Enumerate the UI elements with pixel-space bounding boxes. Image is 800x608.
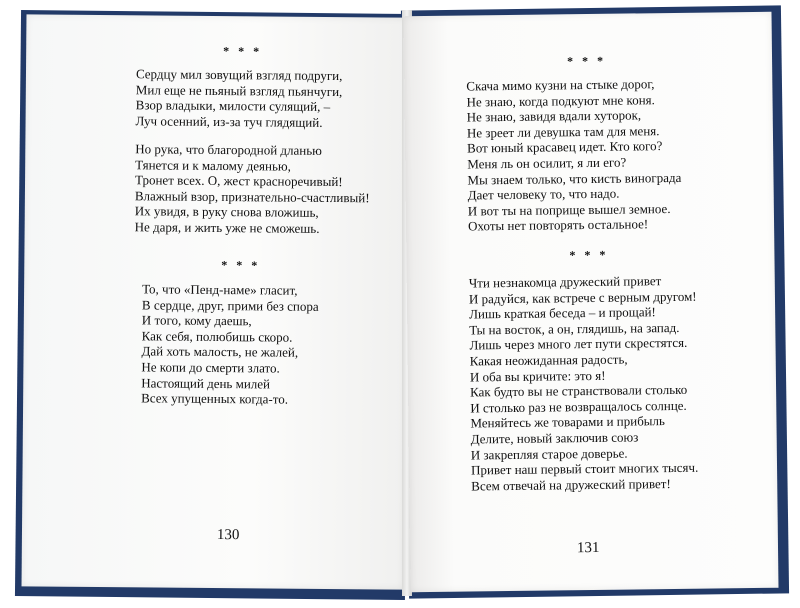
poem-stanza xyxy=(135,141,370,237)
poem-separator: * * * xyxy=(223,44,263,59)
poem-line: И того, кому даешь, xyxy=(141,312,252,329)
poem-line: Какая неожиданная радость, xyxy=(469,351,628,369)
poem-line: Ты на восток, а он, глядишь, на запад. xyxy=(469,319,680,338)
poem-stanza xyxy=(469,273,699,494)
poem-line: Дай хоть малость, не жалей, xyxy=(141,343,299,361)
poem-line: Настоящий день милей xyxy=(141,374,271,392)
poem-line: Не копи до смерти злато. xyxy=(141,359,280,376)
poem-line: Всем отвечай на дружеский привет! xyxy=(471,475,671,494)
poem-line: Меня ль он осилит, я ли его? xyxy=(467,154,627,172)
poem-line: Их увидя, в руку снова вложишь, xyxy=(134,203,319,221)
poem-line: Всех упущенных когда-то. xyxy=(141,390,289,407)
poem-line: Дает человеку то, что надо. xyxy=(467,185,620,203)
poem-separator: * * * xyxy=(569,247,609,263)
poem-line: И оба вы кричите: это я! xyxy=(469,367,606,385)
poem-line: Влажный взор, признательно-счастливый! xyxy=(134,188,370,206)
poem-line: То, что «Пенд-наме» гласит, xyxy=(142,281,298,298)
page-number: 131 xyxy=(576,539,600,557)
poem-line: И закрепляя старое доверье. xyxy=(470,445,628,463)
poem-line: И радуйся, как встрече с верным другом! xyxy=(468,288,697,307)
poem-line: Лишь краткая беседа – и прощай! xyxy=(469,304,656,322)
poem-line: Не даря, и жить уже не сможешь. xyxy=(134,219,320,236)
left-page xyxy=(22,14,409,589)
poem-separator: * * * xyxy=(221,258,261,273)
right-page xyxy=(403,12,778,592)
poem-line: Чти незнакомца дружеский привет xyxy=(468,273,662,291)
poem-line: Мил еще не пьяный взгляд пьянчуги, xyxy=(135,81,343,99)
poem-line: Как будто вы не странствовали столько xyxy=(470,381,688,400)
poem-line: Не знаю, завидя вдали хуторок, xyxy=(466,107,642,125)
poem-line: Вот юный красавец идет. Кто кого? xyxy=(467,138,663,156)
poem-line: Лишь через много лет пути скрестятся. xyxy=(469,335,688,353)
poem-line: Как себя, полюбишь скоро. xyxy=(141,328,293,345)
poem-line: И столько раз не возвращалось солнце. xyxy=(470,397,687,416)
poem-stanza xyxy=(466,76,682,235)
poem-line: И вот ты на поприще вышел земное. xyxy=(467,200,671,219)
poem-line: Привет наш первый стоит многих тысяч. xyxy=(470,459,699,478)
poem-stanza xyxy=(141,281,319,407)
page-number: 130 xyxy=(216,527,240,544)
poem-line: Скача мимо кузни на стыке дорог, xyxy=(466,76,655,94)
poem-line: Взор владыки, милости сулящий, – xyxy=(135,97,331,115)
poem-line: Меняйтесь же товарами и прибыль xyxy=(470,413,666,431)
poem-line: Делите, новый заключив союз xyxy=(470,429,639,447)
poem-line: Сердцу мил зовущий взгляд подруги, xyxy=(135,66,343,84)
poem-line: Не знаю, когда подкуют мне коня. xyxy=(466,91,655,110)
poem-line: Но рука, что благородной дланью xyxy=(135,141,322,158)
poem-stanza xyxy=(136,66,343,130)
poem-line: Не зреет ли девушка там для меня. xyxy=(466,122,660,141)
poem-line: Тянется и к малому деянью, xyxy=(135,156,291,174)
poem-separator: * * * xyxy=(566,53,607,69)
poem-line: Тронет всех. О, жест красноречивый! xyxy=(134,172,343,190)
poem-line: Луч осенний, из-за туч глядящий. xyxy=(135,113,323,130)
poem-line: Охоты нет повторять остальное! xyxy=(467,216,649,234)
poem-line: В сердце, друг, прими без спора xyxy=(141,296,319,314)
poem-line: Мы знаем только, что кисть винограда xyxy=(467,169,682,188)
